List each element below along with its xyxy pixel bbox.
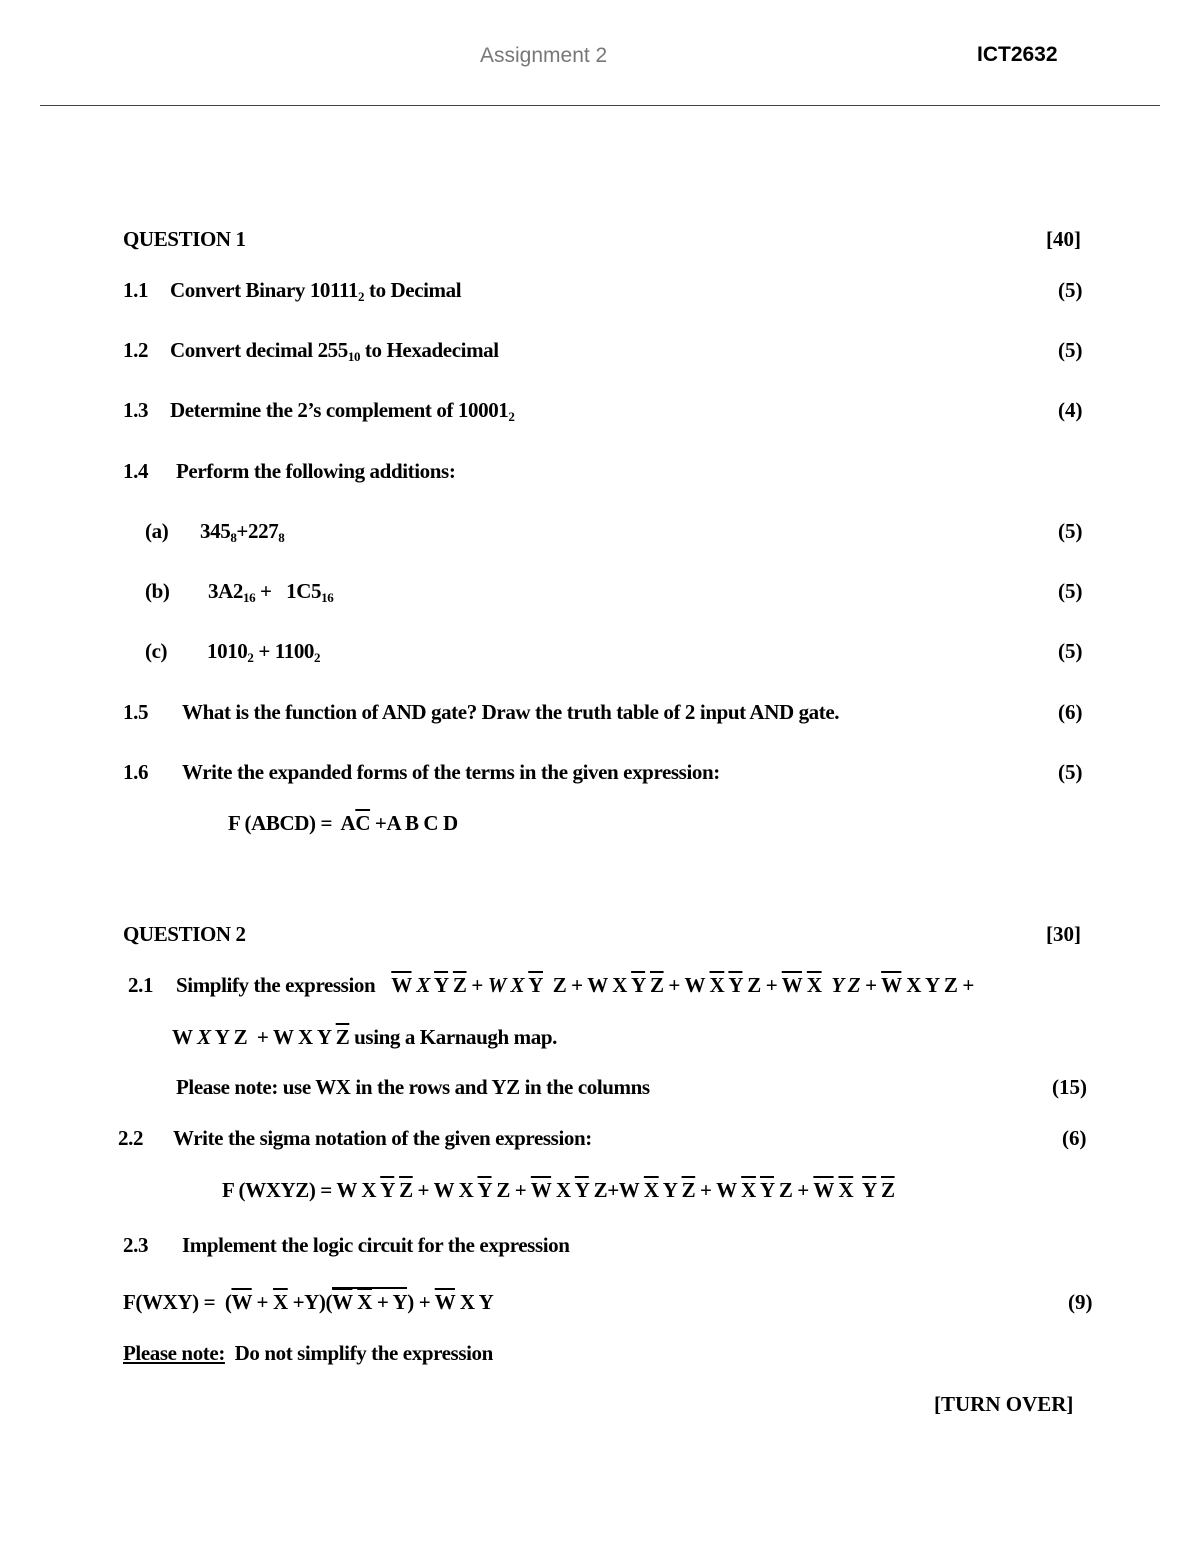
q1-4b-line: (b) $3A2_{16} + 1C5_{16}$ [145, 579, 334, 605]
q1-5-number: 1.5 [123, 700, 149, 724]
q1-4c-line: (c) $1010_2 + 1100_2$ [145, 639, 321, 665]
header-title: Assignment 2 [480, 44, 608, 67]
q1-1-text: Convert Binary 10111 [170, 278, 359, 302]
course-code: ICT2632 [977, 43, 1058, 66]
final-note-label: Please note: [123, 1341, 225, 1365]
q2-3-line [123, 1233, 570, 1258]
header-divider [40, 105, 1160, 106]
turn-over: [TURN OVER] [934, 1392, 1074, 1416]
q2-2-expression: F (WXYZ) = W X $\overline{Y}$ $\overline{Z} + W$ X $\overline{Y}$ $Z + \overline{W}$ X $\overline{Y}$ Z+W $\overline{X}$ Y $\overline{Z} + W$ $\overline{X}$ $\overline{Y}$ $Z + \overline{W}$ $\overline{X}$ $\overline{Y}$ $\overline{Z}$ [222, 1178, 895, 1202]
q2-1-marks: (15) [1052, 1075, 1087, 1099]
final-note [123, 1341, 493, 1366]
q1-6-line [123, 760, 720, 785]
q1-4a-line: (a) $345_8+227_8$ [145, 519, 285, 545]
q2-1-line2-text: using a Karnaugh map. [349, 1025, 557, 1049]
q1-4-line [123, 459, 455, 484]
q1-6-text: Write the expanded forms of the terms in the given expression: [182, 760, 720, 784]
q2-3-marks: (9) [1068, 1290, 1093, 1314]
q1-6-marks: (5) [1058, 760, 1083, 784]
q2-3-text: Implement the logic circuit for the expression [182, 1233, 570, 1257]
q2-1-line [128, 973, 974, 998]
q2-2-line [118, 1126, 592, 1151]
q1-4a-marks: (5) [1058, 519, 1083, 543]
q2-3-number: 2.3 [123, 1233, 149, 1257]
q2-1-text: Simplify the expression [176, 973, 376, 997]
q1-4a-label: (a) [145, 519, 169, 543]
q1-5-text: What is the function of AND gate? Draw the truth table of 2 input AND gate. [182, 700, 840, 724]
q2-1-note: Please note: use WX in the rows and YZ in the columns [176, 1075, 650, 1099]
q2-2-text: Write the sigma notation of the given expression: [173, 1126, 592, 1150]
final-note-text: Do not simplify the expression [224, 1341, 493, 1365]
q1-3-line: 1.3 Determine the 2’s complement of $10001_2$ [123, 398, 515, 424]
q1-2-line: 1.2 Convert decimal $255_{10}$ to Hexadecimal [123, 338, 499, 364]
q1-4-number: 1.4 [123, 459, 149, 483]
q1-6-number: 1.6 [123, 760, 149, 784]
q1-4c-label: (c) [145, 639, 168, 663]
q1-6-expression: F (ABCD) = $A\overline{C} +A$ B C D [228, 811, 458, 835]
q2-1-number: 2.1 [128, 973, 154, 997]
question-1-title: QUESTION 1 [123, 227, 246, 251]
q1-2-text: Convert decimal 255 [170, 338, 348, 362]
q2-3-expression: $F(WXY) = (\overline{W} + \overline{X} +Y)(\overline{W}$ $\overline{X} + Y) + \overline{W}$ X Y [123, 1290, 493, 1315]
q2-1-expression: $\overline{W}$ X $\overline{Y}$ $\overline{Z} + W$ X $\overline{Y}$ Z + W X $\overline{Y}$ $\overline{Z} + W$ $\overline{X}$ $\overline{Y}$ $Z + \overline{W}$ $\overline{X}$ Y $Z + \overline{W}$ X Y Z + [391, 973, 974, 997]
q1-4-text: Perform the following additions: [176, 459, 456, 483]
q1-2-number: 1.2 [123, 338, 149, 362]
question-2-total: [30] [1046, 922, 1081, 946]
q1-3-text: Determine the 2’s complement of 10001 [170, 398, 509, 422]
q1-3-marks: (4) [1058, 398, 1083, 422]
q1-1-number: 1.1 [123, 278, 149, 302]
q1-3-number: 1.3 [123, 398, 149, 422]
q1-1-line: 1.1 Convert Binary $10111_2$ to Decimal [123, 278, 462, 304]
q1-4b-label: (b) [145, 579, 170, 603]
q1-1-marks: (5) [1058, 278, 1083, 302]
q1-4b-marks: (5) [1058, 579, 1083, 603]
q2-2-number: 2.2 [118, 1126, 144, 1150]
q2-2-marks: (6) [1062, 1126, 1087, 1150]
question-1-total: [40] [1046, 227, 1081, 251]
q1-4c-marks: (5) [1058, 639, 1083, 663]
q1-5-line [123, 700, 839, 725]
q2-1-line2: W X Y Z + W X Y $\overline{Z}$ using a Karnaugh map. [172, 1025, 557, 1049]
q1-2-marks: (5) [1058, 338, 1083, 362]
question-2-title: QUESTION 2 [123, 922, 246, 946]
q1-5-marks: (6) [1058, 700, 1083, 724]
